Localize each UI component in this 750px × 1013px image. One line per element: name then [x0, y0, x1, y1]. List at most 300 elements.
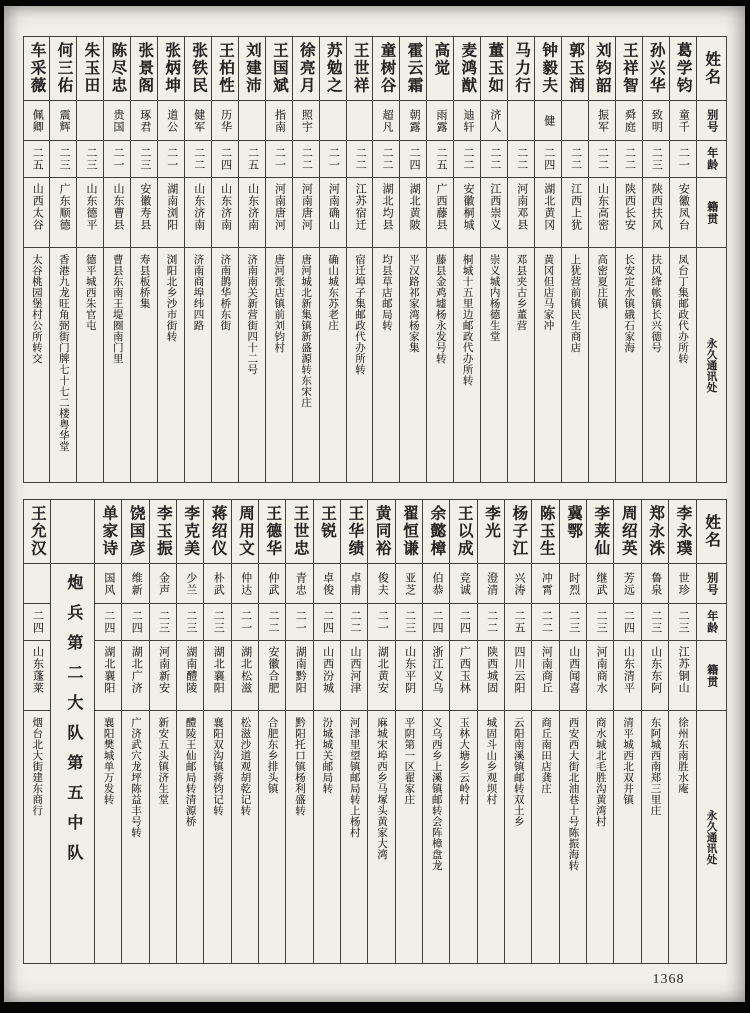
person-address: 平汉路祁家湾杨家集: [407, 254, 419, 353]
person-name-cell: [23, 37, 49, 101]
person-age-cell: [450, 604, 476, 641]
person-native-place-cell: [232, 641, 258, 711]
person-age: 二四: [31, 610, 44, 634]
person-native-place: 山东德平: [85, 183, 98, 231]
person-alias-cell: [23, 101, 49, 141]
person-native-place-cell: [643, 178, 669, 248]
person-native-place: 安徽寿县: [138, 183, 151, 231]
person-alias-cell: [643, 101, 669, 141]
person-alias: 澄清: [485, 571, 498, 596]
person-address: 均县草店邮局转: [380, 254, 392, 331]
unit-divider-label-cell: [51, 564, 94, 963]
person-native-place-cell: [427, 178, 453, 248]
person-age-cell: [320, 141, 346, 178]
person-name: 王国斌: [270, 42, 288, 95]
person-address-cell: [478, 711, 504, 963]
person-name-cell: [396, 500, 422, 564]
person-alias: 朴武: [212, 571, 225, 596]
header-column: [696, 37, 726, 482]
person-native-place: 山东平阴: [403, 646, 416, 694]
person-name: 麦鸿猷: [459, 42, 477, 95]
person-column: [504, 500, 531, 963]
person-age: 二五: [513, 610, 526, 634]
person-age: 二一: [239, 610, 252, 634]
person-address: 城固斗山乡观坝村: [485, 717, 497, 805]
person-name-cell: [400, 37, 426, 101]
person-age-cell: [670, 141, 696, 178]
person-column: [231, 500, 258, 963]
person-address: 桐城十五里边邮政代办所转: [461, 254, 473, 386]
person-native-place-cell: [670, 178, 696, 248]
person-age: 二四: [408, 147, 421, 171]
person-name: 车采薇: [28, 42, 46, 95]
person-name: 周绍英: [619, 505, 637, 558]
person-native-place-cell: [131, 178, 157, 248]
page-number: 1368: [652, 972, 685, 987]
person-native-place: 山西太谷: [31, 183, 44, 231]
person-age: 二二: [515, 147, 528, 171]
person-name: 王世祥: [351, 42, 369, 95]
person-alias-cell: [669, 564, 695, 604]
person-native-place: 安徽合肥: [266, 646, 279, 694]
person-address-cell: [616, 248, 642, 482]
person-age: 二一: [165, 147, 178, 171]
person-address: 邓县夹古乡董营: [515, 254, 527, 331]
person-alias: 仲达: [239, 571, 252, 596]
person-age-cell: [535, 141, 561, 178]
person-column: [76, 37, 103, 482]
person-alias-cell: [177, 564, 203, 604]
person-native-place-cell: [77, 178, 103, 248]
person-name: 李光: [483, 505, 501, 540]
person-address-cell: [427, 248, 453, 482]
person-alias-cell: [400, 101, 426, 141]
person-name: 余懿樟: [428, 505, 446, 558]
person-name-cell: [212, 37, 238, 101]
person-age-cell: [481, 141, 507, 178]
person-address-cell: [562, 248, 588, 482]
person-address: 义乌西乡上溪镇邮转会阵樟盘龙: [430, 717, 442, 871]
person-alias-cell: [478, 564, 504, 604]
person-address: 唐河张店镇前刘钧村: [273, 254, 285, 353]
person-name: 张景阁: [136, 42, 154, 95]
person-alias: 指南: [273, 108, 286, 133]
person-column: [642, 37, 669, 482]
person-alias-cell: [587, 564, 613, 604]
person-address-cell: [535, 248, 561, 482]
person-address-cell: [239, 248, 265, 482]
person-native-place-cell: [95, 641, 121, 711]
person-name-cell: [104, 37, 130, 101]
person-name-cell: [643, 37, 669, 101]
person-address-cell: [670, 248, 696, 482]
person-name-cell: [423, 500, 449, 564]
person-column: [395, 500, 422, 963]
person-native-place-cell: [535, 178, 561, 248]
header-alias-cell: [697, 564, 726, 604]
person-column: [94, 500, 121, 963]
person-column: [453, 37, 480, 482]
person-alias: 鲁泉: [649, 571, 662, 596]
person-column: [258, 500, 285, 963]
person-alias: 振军: [596, 108, 609, 133]
person-name: 徐亮月: [297, 42, 315, 95]
person-age: 二二: [192, 147, 205, 171]
person-age: 二二: [461, 147, 474, 171]
person-alias-cell: [396, 564, 422, 604]
person-address: 长安定水镇硪石家海: [623, 254, 635, 353]
person-name: 葛学钧: [674, 42, 692, 95]
person-name-cell: [347, 37, 373, 101]
person-native-place: 山东济南: [192, 183, 205, 231]
header-name-label: 姓名: [703, 514, 721, 549]
person-column: [238, 37, 265, 482]
roster-table-bottom: [23, 499, 727, 964]
person-native-place-cell: [423, 641, 449, 711]
person-native-place: 山西汾城: [321, 646, 334, 694]
person-native-place: 山东蓬莱: [31, 646, 44, 694]
person-native-place: 河南商水: [595, 646, 608, 694]
person-alias: 俊夫: [376, 571, 389, 596]
person-age: 二二: [381, 147, 394, 171]
person-column: [426, 37, 453, 482]
person-name: 李莱仙: [592, 505, 610, 558]
person-name: 刘钧韶: [593, 42, 611, 95]
person-address-cell: [177, 711, 203, 963]
person-name: 郭玉润: [566, 42, 584, 95]
person-name-cell: [587, 500, 613, 564]
person-alias: 芳远: [622, 571, 635, 596]
person-native-place-cell: [562, 178, 588, 248]
person-address: 河津里望镇邮局转上杨村: [348, 717, 360, 838]
person-native-place: 陕西城固: [485, 646, 498, 694]
person-alias: 青忠: [294, 571, 307, 596]
person-name: 张铁民: [190, 42, 208, 95]
person-address: 浏阳北乡沙市街转: [165, 254, 177, 342]
person-alias: 济人: [488, 108, 501, 133]
person-alias-cell: [454, 101, 480, 141]
person-name-cell: [314, 500, 340, 564]
unit-divider-empty-cell: [51, 500, 94, 564]
person-native-place-cell: [347, 178, 373, 248]
person-name-cell: [450, 500, 476, 564]
person-alias-cell: [232, 564, 258, 604]
person-age: 二三: [85, 147, 98, 171]
person-alias-cell: [505, 564, 531, 604]
person-alias-cell: [535, 101, 561, 141]
person-alias-cell: [122, 564, 148, 604]
person-native-place: 山西河津: [348, 646, 361, 694]
person-name-cell: [341, 500, 367, 564]
person-native-place: 山东济南: [219, 183, 232, 231]
person-native-place-cell: [481, 178, 507, 248]
person-age-cell: [341, 604, 367, 641]
person-address: 宿迁埠子集邮政代办所转: [353, 254, 365, 375]
person-name: 王德华: [264, 505, 282, 558]
person-age-cell: [232, 604, 258, 641]
person-age: 二四: [219, 147, 232, 171]
person-name: 孙兴华: [647, 42, 665, 95]
person-native-place-cell: [23, 178, 49, 248]
person-alias-cell: [131, 101, 157, 141]
person-native-place: 山东曹县: [111, 183, 124, 231]
person-name-cell: [642, 500, 668, 564]
person-column: [372, 37, 399, 482]
person-address: 西安西大街北油巷十号陈振海转: [567, 717, 579, 871]
header-name-cell: [697, 37, 726, 101]
person-column: [613, 500, 640, 963]
person-name: 翟恒谦: [401, 505, 419, 558]
person-column: [121, 500, 148, 963]
person-column: [507, 37, 534, 482]
person-address: 醴陵王仙邮局转清源桥: [184, 717, 196, 827]
person-age: 二三: [649, 610, 662, 634]
person-age-cell: [614, 604, 640, 641]
person-age-cell: [158, 141, 184, 178]
header-native-cell: [697, 641, 726, 711]
person-alias: 兴涛: [513, 571, 526, 596]
person-age-cell: [50, 141, 76, 178]
person-native-place: 陕西扶风: [650, 183, 663, 231]
person-name: 童树谷: [378, 42, 396, 95]
person-native-place-cell: [450, 641, 476, 711]
person-alias: 琢君: [138, 108, 151, 133]
person-alias-cell: [185, 101, 211, 141]
person-address-cell: [212, 248, 238, 482]
person-alias-cell: [158, 101, 184, 141]
person-native-place: 广西玉林: [458, 646, 471, 694]
person-address: 崇义城内杨德生堂: [488, 254, 500, 342]
person-name: 何三佑: [55, 42, 73, 95]
person-column: [23, 37, 49, 482]
person-native-place: 河南确山: [327, 183, 340, 231]
person-name-cell: [532, 500, 558, 564]
person-column: [586, 500, 613, 963]
person-age: 二三: [677, 610, 690, 634]
person-native-place-cell: [177, 641, 203, 711]
person-alias-cell: [293, 101, 319, 141]
person-alias: 迪轩: [461, 108, 474, 133]
person-alias: 舜庭: [623, 108, 636, 133]
person-address: 合肥东乡排头镇: [266, 717, 278, 794]
person-name: 董玉如: [486, 42, 504, 95]
person-native-place: 四川云阳: [513, 646, 526, 694]
person-native-place-cell: [396, 641, 422, 711]
person-age: 二三: [567, 610, 580, 634]
person-name-cell: [185, 37, 211, 101]
person-native-place-cell: [104, 178, 130, 248]
person-name: 黄同裕: [373, 505, 391, 558]
person-age-cell: [212, 141, 238, 178]
person-name-cell: [616, 37, 642, 101]
person-age: 二三: [650, 147, 663, 171]
person-alias-cell: [560, 564, 586, 604]
person-native-place-cell: [212, 178, 238, 248]
person-address: 藤县金鸡墟杨永发号转: [434, 254, 446, 364]
person-age-cell: [23, 141, 49, 178]
person-address: 商丘南田店龚庄: [540, 717, 552, 794]
person-native-place-cell: [532, 641, 558, 711]
person-name: 陈玉生: [537, 505, 555, 558]
header-native-label: 籍贯: [705, 663, 718, 688]
person-name-cell: [204, 500, 230, 564]
person-name: 郑永洙: [647, 505, 665, 558]
person-address: 清平城西北双井镇: [622, 717, 634, 805]
person-alias-cell: [204, 564, 230, 604]
person-age-cell: [177, 604, 203, 641]
person-column: [346, 37, 373, 482]
person-alias: 朝露: [408, 108, 421, 133]
person-native-place: 安徽桐城: [461, 183, 474, 231]
person-native-place-cell: [239, 178, 265, 248]
person-alias: 道公: [165, 108, 178, 133]
person-native-place: 山东东阿: [649, 646, 662, 694]
person-address: 烟台北大街建东商行: [31, 717, 43, 816]
person-column: [313, 500, 340, 963]
person-age-cell: [185, 141, 211, 178]
person-native-place: 河南商丘: [540, 646, 553, 694]
person-native-place-cell: [616, 178, 642, 248]
person-age: 二一: [376, 610, 389, 634]
person-address: 寿县板桥集: [138, 254, 150, 309]
person-native-place-cell: [259, 641, 285, 711]
person-address: 凤台丁集邮政代办所转: [677, 254, 689, 364]
person-name-cell: [77, 37, 103, 101]
person-address-cell: [77, 248, 103, 482]
header-age-label: 年龄: [705, 610, 718, 634]
person-name: 苏勉之: [324, 42, 342, 95]
person-alias-cell: [508, 101, 534, 141]
header-address-cell: [697, 248, 726, 482]
person-address: 徐州东南胜水庵: [676, 717, 688, 794]
person-alias-cell: [481, 101, 507, 141]
unit-divider-column: [50, 500, 94, 963]
person-native-place: 湖北均县: [381, 183, 394, 231]
person-address: 济南鹊华桥东街: [219, 254, 231, 331]
person-name-cell: [368, 500, 394, 564]
person-alias-cell: [427, 101, 453, 141]
person-name-cell: [293, 37, 319, 101]
person-age: 二二: [266, 610, 279, 634]
person-native-place: 江苏铜山: [677, 646, 690, 694]
person-age-cell: [616, 141, 642, 178]
person-address: 香港九龙旺角弼街门牌七十七二楼粤华堂: [57, 254, 69, 452]
unit-divider-label: 炮兵第二大队第五中队: [64, 574, 82, 874]
person-name-cell: [669, 500, 695, 564]
person-native-place: 湖北黄安: [376, 646, 389, 694]
person-age-cell: [427, 141, 453, 178]
person-age-cell: [669, 604, 695, 641]
person-alias-cell: [423, 564, 449, 604]
person-name: 钟毅夫: [540, 42, 558, 95]
person-address-cell: [104, 248, 130, 482]
person-age: 二一: [111, 147, 124, 171]
person-age: 二一: [327, 147, 340, 171]
person-native-place-cell: [293, 178, 319, 248]
person-alias: 冲霄: [540, 571, 553, 596]
person-address-cell: [481, 248, 507, 482]
person-alias-cell: [341, 564, 367, 604]
person-native-place-cell: [614, 641, 640, 711]
person-name: 李永璞: [674, 505, 692, 558]
person-address-cell: [320, 248, 346, 482]
person-age: 二三: [403, 610, 416, 634]
person-column: [669, 37, 696, 482]
person-address-cell: [423, 711, 449, 963]
person-age-cell: [239, 141, 265, 178]
header-alias-label: 别号: [705, 108, 718, 133]
person-name-cell: [535, 37, 561, 101]
person-address-cell: [669, 711, 695, 963]
person-address: 商水城北毛胜沟黄湾村: [594, 717, 606, 827]
person-alias-cell: [24, 564, 50, 604]
person-name-cell: [95, 500, 121, 564]
person-name-cell: [158, 37, 184, 101]
person-age: 二二: [488, 147, 501, 171]
person-address-cell: [50, 248, 76, 482]
person-age: 二一: [677, 147, 690, 171]
person-column: [265, 37, 292, 482]
person-age: 二三: [595, 610, 608, 634]
person-name: 高觉: [432, 42, 450, 77]
person-native-place: 江西上犹: [569, 183, 582, 231]
person-address: 广济武穴龙坪陈益丰号转: [129, 717, 141, 838]
person-alias-cell: [150, 564, 176, 604]
person-native-place-cell: [204, 641, 230, 711]
person-column: [103, 37, 130, 482]
person-age: 二二: [300, 147, 313, 171]
person-age-cell: [131, 141, 157, 178]
person-address-cell: [614, 711, 640, 963]
person-alias: 金声: [157, 571, 170, 596]
person-name-cell: [373, 37, 399, 101]
person-address: 太谷桃园堡村公所转交: [30, 254, 42, 364]
person-age: 二四: [458, 610, 471, 634]
person-alias: 时烈: [567, 571, 580, 596]
person-alias-cell: [259, 564, 285, 604]
person-alias-cell: [450, 564, 476, 604]
person-address-cell: [314, 711, 340, 963]
person-age-cell: [423, 604, 449, 641]
person-column: [49, 37, 76, 482]
person-native-place-cell: [368, 641, 394, 711]
person-native-place: 山东济南: [246, 183, 259, 231]
person-address-cell: [266, 248, 292, 482]
person-native-place-cell: [50, 178, 76, 248]
person-name-cell: [670, 37, 696, 101]
person-native-place: 陕西长安: [623, 183, 636, 231]
person-native-place-cell: [266, 178, 292, 248]
person-address-cell: [396, 711, 422, 963]
person-address: 上犹营前镇民生商店: [569, 254, 581, 353]
person-native-place: 湖北黄陂: [408, 183, 421, 231]
person-name-cell: [50, 37, 76, 101]
person-address-cell: [508, 248, 534, 482]
person-age-cell: [314, 604, 340, 641]
person-native-place: 安徽凤台: [677, 183, 690, 231]
person-native-place: 湖南黔阳: [294, 646, 307, 694]
person-address: 松滋沙道观胡乾记转: [239, 717, 251, 816]
header-address-label: 永久通讯处: [705, 809, 717, 865]
person-age-cell: [454, 141, 480, 178]
person-alias: 维新: [130, 571, 143, 596]
person-name-cell: [560, 500, 586, 564]
person-column: [211, 37, 238, 482]
person-native-place-cell: [158, 178, 184, 248]
person-native-place: 浙江义乌: [431, 646, 443, 694]
person-alias: 卓甫: [348, 571, 361, 596]
person-age-cell: [562, 141, 588, 178]
